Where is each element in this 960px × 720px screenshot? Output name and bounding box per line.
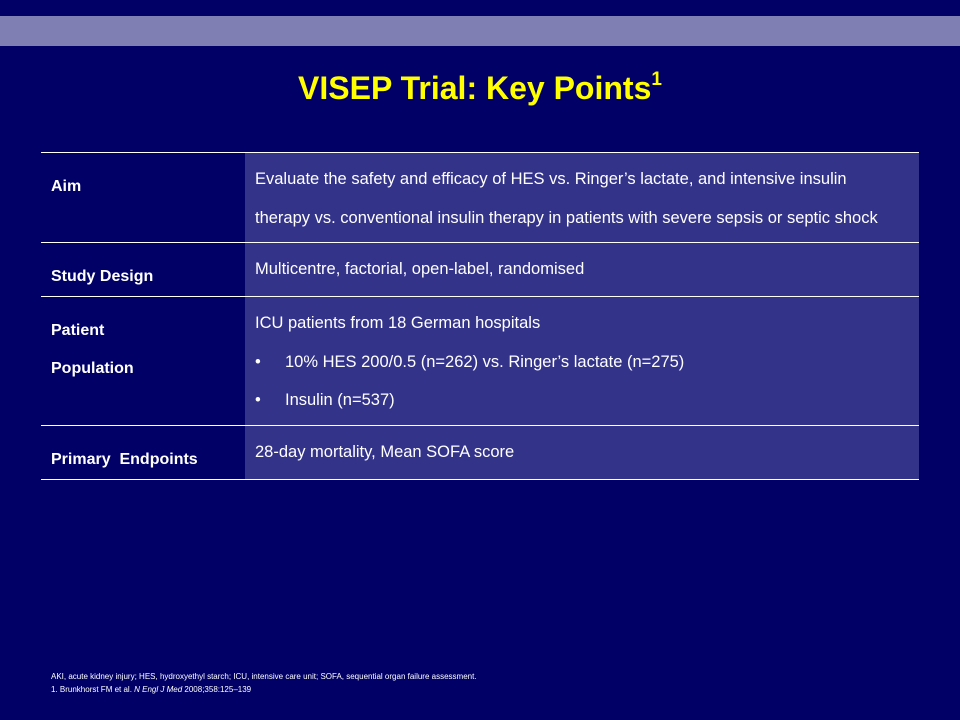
row-label-study-design [41, 243, 245, 297]
table-row-aim [41, 153, 919, 243]
bullet-icon: • [255, 352, 261, 371]
top-band [0, 16, 960, 46]
bullet-item [255, 381, 899, 420]
row-label-primary-endpoints [41, 425, 245, 479]
row-label-aim [41, 153, 245, 243]
key-points-table [41, 152, 919, 480]
bullet-item [255, 343, 899, 382]
row-label-text: Study Design [51, 268, 154, 285]
bullet-text: Insulin (n=537) [285, 391, 395, 409]
population-intro: ICU patients from 18 German hospitals [255, 314, 541, 332]
table-row-patient-population [41, 297, 919, 426]
footnotes [51, 670, 477, 696]
row-label-text: Patient [51, 322, 105, 339]
bullet-text: 10% HES 200/0.5 (n=262) vs. Ringer’s lactate (n=275) [285, 352, 685, 371]
reference-journal: N Engl J Med [134, 685, 183, 694]
reference-authors: 1. Brunkhorst FM et al. [51, 685, 135, 694]
row-label-text: Population [51, 360, 134, 377]
table-row-study-design [41, 243, 919, 297]
abbreviations-footnote: AKI, acute kidney injury; HES, hydroxyethyl starch; ICU, intensive care unit; SOFA, sequential organ failure assessment. [51, 672, 477, 681]
reference-details: 2008;358:125–139 [182, 685, 252, 694]
slide-title-text: VISEP Trial: Key Points [298, 70, 652, 106]
row-value-patient-population [245, 297, 919, 426]
table-row-primary-endpoints [41, 425, 919, 479]
row-label-text: Aim [51, 178, 82, 195]
row-value-primary-endpoints: 28-day mortality, Mean SOFA score [245, 425, 919, 479]
slide-title [0, 66, 960, 110]
row-value-aim: Evaluate the safety and efficacy of HES vs. Ringer’s lactate, and intensive insulin therapy vs. conventional insulin therapy in patients with severe sepsis or septic shock [245, 153, 919, 243]
title-reference-superscript: 1 [651, 69, 662, 90]
reference-footnote [51, 683, 477, 696]
bullet-icon: • [255, 391, 261, 409]
row-label-text: Primary Endpoints [51, 450, 198, 468]
row-value-study-design: Multicentre, factorial, open-label, randomised [245, 243, 919, 297]
row-label-patient-population [41, 297, 245, 426]
